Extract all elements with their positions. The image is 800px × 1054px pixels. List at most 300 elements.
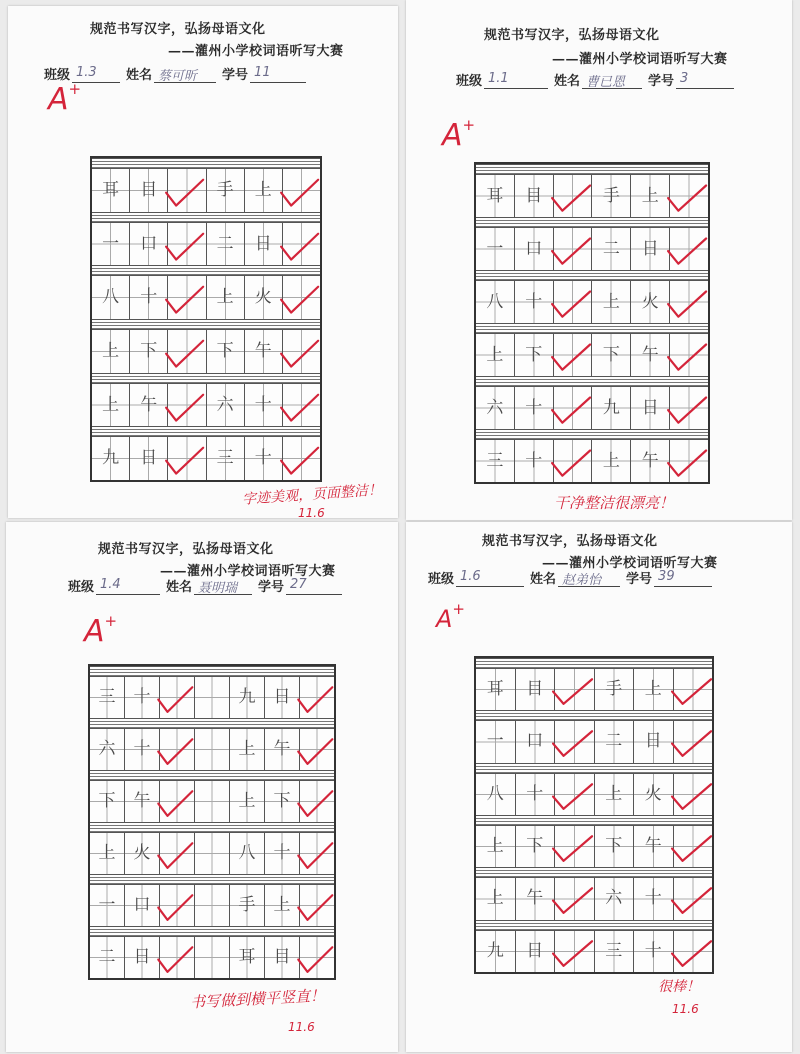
written-character: 午: [254, 340, 272, 361]
tianzige-cell: [631, 334, 670, 376]
tianzige-cell: [592, 175, 631, 217]
pinyin-lines: [476, 763, 712, 774]
written-character: 日: [133, 947, 151, 967]
check-mark-icon: [168, 330, 205, 373]
tianzige-cell: [476, 334, 515, 376]
pinyin-lines: [90, 874, 334, 885]
grid-row: [476, 774, 712, 815]
tianzige-cell: [125, 781, 160, 822]
check-mark-icon: [168, 276, 205, 319]
tianzige-cell: [516, 878, 556, 919]
written-character: 口: [526, 731, 544, 752]
sheet-title: 规范书写汉字，弘扬母语文化: [98, 542, 274, 557]
written-character: 上: [254, 179, 272, 200]
written-character: 耳: [486, 185, 504, 206]
tianzige-cell: [476, 281, 515, 323]
grid-row: [92, 437, 320, 480]
written-character: 目: [140, 179, 158, 200]
name-field: 蔡可昕: [154, 65, 216, 83]
grid-row: [476, 228, 708, 270]
tianzige-cell: [245, 223, 283, 266]
tianzige-cell: [595, 931, 635, 972]
check-mark-icon: [283, 437, 320, 480]
written-character: 三: [605, 940, 623, 961]
written-character: 一: [486, 731, 504, 752]
written-character: 午: [526, 888, 544, 909]
tianzige-cell: [515, 228, 554, 270]
written-character: 目: [525, 185, 543, 206]
sheet-subtitle: ——灌州小学校词语听写大赛: [168, 44, 344, 59]
grid-row: [90, 729, 334, 770]
tianzige-cell: [245, 276, 283, 319]
tianzige-cell: [555, 669, 595, 710]
tianzige-cell: [90, 781, 125, 822]
grade-plus: +: [452, 600, 465, 618]
number-field: 11: [250, 65, 306, 83]
check-mark-icon: [555, 669, 594, 710]
tianzige-cell: [283, 169, 320, 212]
check-mark-icon: [160, 729, 194, 770]
grade-letter: A: [84, 614, 105, 649]
tianzige-cell: [265, 885, 300, 926]
check-mark-icon: [554, 440, 592, 482]
grade-letter: A: [442, 118, 463, 153]
tianzige-cell: [160, 781, 195, 822]
tianzige-cell: [674, 774, 713, 815]
tianzige-cell: [230, 781, 265, 822]
grid-row: [92, 276, 320, 319]
tianzige-cell: [130, 223, 168, 266]
tianzige-cell: [160, 729, 195, 770]
tianzige-cell: [674, 669, 713, 710]
written-character: 下: [602, 344, 620, 365]
check-mark-icon: [283, 169, 320, 212]
tianzige-cell: [515, 440, 554, 482]
tianzige-cell: [230, 677, 265, 718]
tianzige-cell: [476, 387, 515, 429]
tianzige-cell: [283, 330, 320, 373]
written-character: 下: [140, 340, 158, 361]
check-mark-icon: [300, 781, 334, 822]
tianzige-cell: [595, 721, 635, 762]
name-field: 曹已恩: [582, 71, 642, 89]
grid-row: [476, 281, 708, 323]
pinyin-lines: [90, 822, 334, 833]
written-character: 上: [605, 783, 623, 804]
class-label: 班级: [428, 572, 455, 587]
check-mark-icon: [670, 440, 708, 482]
tianzige-cell: [300, 937, 334, 978]
class-field: 1.6: [456, 569, 524, 587]
tianzige-cell: [516, 669, 556, 710]
dictation-sheet-1-4: [6, 522, 398, 1052]
tianzige-cell: [634, 826, 674, 867]
sheet-title: 规范书写汉字，弘扬母语文化: [482, 534, 658, 549]
written-character: 九: [486, 940, 504, 961]
check-mark-icon: [555, 826, 594, 867]
tianzige-cell: [631, 440, 670, 482]
tianzige-cell: [670, 175, 708, 217]
check-mark-icon: [670, 334, 708, 376]
tianzige-cell: [265, 729, 300, 770]
teacher-comment: 字迹美观，页面整洁！: [241, 482, 383, 508]
check-mark-icon: [283, 330, 320, 373]
tianzige-cell: [634, 669, 674, 710]
writing-grid: [474, 656, 714, 974]
check-mark-icon: [283, 276, 320, 319]
tianzige-cell: [592, 281, 631, 323]
tianzige-cell: [130, 437, 168, 480]
written-character: 下: [216, 340, 234, 361]
tianzige-cell: [674, 826, 713, 867]
check-mark-icon: [160, 937, 194, 978]
written-character: 上: [273, 895, 291, 915]
written-character: 耳: [486, 679, 504, 700]
grid-row: [90, 781, 334, 822]
tianzige-cell: [125, 885, 160, 926]
written-character: 上: [238, 739, 256, 759]
pinyin-lines: [476, 323, 708, 334]
grid-row: [92, 330, 320, 373]
tianzige-cell: [516, 721, 556, 762]
tianzige-cell: [670, 440, 708, 482]
tianzige-cell: [554, 175, 593, 217]
grade-plus: +: [104, 612, 118, 630]
check-mark-icon: [555, 878, 594, 919]
class-label: 班级: [68, 580, 95, 595]
tianzige-cell: [554, 440, 593, 482]
grid-row: [92, 223, 320, 266]
check-mark-icon: [670, 228, 708, 270]
tianzige-cell: [476, 931, 516, 972]
written-character: 六: [98, 739, 116, 759]
check-mark-icon: [554, 175, 592, 217]
tianzige-cell: [92, 276, 130, 319]
written-character: 上: [486, 344, 504, 365]
written-character: 手: [602, 185, 620, 206]
tianzige-cell: [207, 384, 245, 427]
pinyin-lines: [476, 164, 708, 175]
check-mark-icon: [554, 387, 592, 429]
written-character: 下: [525, 344, 543, 365]
written-character: 十: [525, 397, 543, 418]
written-character: 八: [486, 291, 504, 312]
tianzige-cell: [230, 885, 265, 926]
written-character: 火: [644, 783, 662, 804]
tianzige-cell: [555, 774, 595, 815]
written-character: 上: [644, 679, 662, 700]
check-mark-icon: [300, 833, 334, 874]
pinyin-lines: [92, 373, 320, 384]
written-character: 日: [254, 233, 272, 254]
pinyin-lines: [92, 265, 320, 276]
sheet-title: 规范书写汉字，弘扬母语文化: [90, 22, 266, 37]
teacher-comment: 干净整洁很漂亮！: [554, 494, 675, 512]
tianzige-cell: [670, 387, 708, 429]
written-character: 十: [140, 287, 158, 308]
written-character: 日: [641, 238, 659, 259]
written-character: 上: [486, 888, 504, 909]
written-character: 耳: [238, 947, 256, 967]
tianzige-cell: [515, 281, 554, 323]
class-label: 班级: [44, 68, 71, 83]
tianzige-cell: [595, 774, 635, 815]
written-character: 手: [238, 895, 256, 915]
check-mark-icon: [555, 931, 594, 972]
grid-row: [476, 387, 708, 429]
tianzige-cell: [245, 330, 283, 373]
tianzige-cell: [595, 669, 635, 710]
grid-row: [476, 175, 708, 217]
pinyin-lines: [476, 710, 712, 721]
written-character: 午: [273, 739, 291, 759]
grade-mark: [48, 82, 81, 117]
tianzige-cell: [195, 677, 230, 718]
check-mark-icon: [674, 669, 713, 710]
writing-grid: [474, 162, 710, 484]
dictation-sheet-1-6: [406, 522, 792, 1052]
written-character: 日: [140, 448, 158, 469]
written-character: 上: [641, 185, 659, 206]
tianzige-cell: [195, 833, 230, 874]
written-character: 十: [525, 450, 543, 471]
grade-mark: [442, 118, 475, 153]
comment-date: 11.6: [298, 506, 325, 518]
tianzige-cell: [300, 885, 334, 926]
written-character: 手: [216, 179, 234, 200]
name-label: 姓名: [126, 68, 153, 83]
written-character: 下: [605, 836, 623, 857]
teacher-comment: 很棒！: [658, 979, 700, 995]
written-character: 一: [98, 895, 116, 915]
tianzige-cell: [516, 774, 556, 815]
pinyin-lines: [476, 658, 712, 669]
name-label: 姓名: [166, 580, 193, 595]
tianzige-cell: [92, 330, 130, 373]
tianzige-cell: [476, 826, 516, 867]
tianzige-cell: [555, 878, 595, 919]
pinyin-lines: [476, 429, 708, 440]
written-character: 口: [525, 238, 543, 259]
pinyin-lines: [92, 158, 320, 169]
written-character: 火: [641, 291, 659, 312]
tianzige-cell: [130, 384, 168, 427]
tianzige-cell: [168, 169, 206, 212]
written-character: 一: [486, 238, 504, 259]
check-mark-icon: [670, 281, 708, 323]
writing-grid: [88, 664, 336, 980]
check-mark-icon: [300, 677, 334, 718]
dictation-sheet-1-3: [8, 6, 398, 518]
tianzige-cell: [476, 721, 516, 762]
written-character: 上: [238, 791, 256, 811]
tianzige-cell: [631, 387, 670, 429]
written-character: 上: [98, 843, 116, 863]
tianzige-cell: [265, 677, 300, 718]
number-field: 39: [654, 569, 712, 587]
tianzige-cell: [670, 228, 708, 270]
written-character: 十: [133, 687, 151, 707]
grade-letter: A: [48, 82, 69, 117]
written-character: 八: [486, 783, 504, 804]
check-mark-icon: [160, 885, 194, 926]
written-character: 日: [641, 397, 659, 418]
number-label: 学号: [222, 68, 249, 83]
dictation-sheet-1-1: [406, 0, 792, 520]
name-field: 赵弟怡: [558, 569, 620, 587]
tianzige-cell: [634, 878, 674, 919]
tianzige-cell: [592, 334, 631, 376]
tianzige-cell: [265, 937, 300, 978]
tianzige-cell: [160, 833, 195, 874]
pinyin-lines: [92, 319, 320, 330]
check-mark-icon: [168, 223, 205, 266]
grid-row: [476, 878, 712, 919]
tianzige-cell: [283, 223, 320, 266]
written-character: 二: [98, 947, 116, 967]
tianzige-cell: [90, 833, 125, 874]
tianzige-cell: [168, 223, 206, 266]
pinyin-lines: [476, 270, 708, 281]
pinyin-lines: [476, 815, 712, 826]
check-mark-icon: [674, 774, 713, 815]
number-field: 27: [286, 577, 342, 595]
tianzige-cell: [476, 228, 515, 270]
written-character: 目: [526, 679, 544, 700]
number-label: 学号: [648, 74, 675, 89]
student-info-row: [428, 568, 718, 587]
written-character: 三: [98, 687, 116, 707]
grade-mark: [436, 600, 465, 633]
written-character: 下: [273, 791, 291, 811]
grid-row: [476, 721, 712, 762]
pinyin-lines: [90, 666, 334, 677]
written-character: 上: [486, 836, 504, 857]
written-character: 三: [216, 448, 234, 469]
teacher-comment: 书写做到横平竖直！: [189, 986, 326, 1012]
check-mark-icon: [168, 169, 205, 212]
written-character: 十: [525, 291, 543, 312]
tianzige-cell: [160, 677, 195, 718]
tianzige-cell: [92, 169, 130, 212]
tianzige-cell: [168, 437, 206, 480]
tianzige-cell: [90, 729, 125, 770]
tianzige-cell: [230, 937, 265, 978]
check-mark-icon: [168, 384, 205, 427]
tianzige-cell: [168, 330, 206, 373]
tianzige-cell: [555, 721, 595, 762]
check-mark-icon: [160, 781, 194, 822]
written-character: 六: [486, 397, 504, 418]
tianzige-cell: [168, 384, 206, 427]
tianzige-cell: [634, 721, 674, 762]
grid-row: [476, 931, 712, 972]
written-character: 午: [140, 394, 158, 415]
tianzige-cell: [595, 826, 635, 867]
written-character: 目: [273, 947, 291, 967]
written-character: 火: [254, 287, 272, 308]
tianzige-cell: [515, 175, 554, 217]
written-character: 上: [102, 394, 120, 415]
grade-plus: +: [462, 116, 476, 134]
written-character: 十: [273, 843, 291, 863]
comment-date: 11.6: [288, 1020, 315, 1034]
grid-row: [476, 334, 708, 376]
tianzige-cell: [230, 833, 265, 874]
grade-plus: +: [68, 80, 82, 98]
tianzige-cell: [674, 721, 713, 762]
written-character: 耳: [102, 179, 120, 200]
tianzige-cell: [265, 781, 300, 822]
tianzige-cell: [634, 774, 674, 815]
tianzige-cell: [195, 885, 230, 926]
written-character: 日: [644, 731, 662, 752]
pinyin-lines: [92, 426, 320, 437]
number-label: 学号: [258, 580, 285, 595]
written-character: 十: [254, 448, 272, 469]
written-character: 午: [133, 791, 151, 811]
sheet-subtitle: ——灌州小学校词语听写大赛: [542, 556, 718, 571]
grid-row: [476, 669, 712, 710]
tianzige-cell: [554, 334, 593, 376]
tianzige-cell: [515, 387, 554, 429]
grade-mark: [84, 614, 117, 649]
grid-row: [90, 677, 334, 718]
tianzige-cell: [92, 223, 130, 266]
grid-row: [90, 885, 334, 926]
tianzige-cell: [674, 878, 713, 919]
check-mark-icon: [670, 175, 708, 217]
tianzige-cell: [283, 276, 320, 319]
tianzige-cell: [476, 440, 515, 482]
tianzige-cell: [207, 223, 245, 266]
check-mark-icon: [674, 931, 713, 972]
tianzige-cell: [554, 228, 593, 270]
tianzige-cell: [130, 169, 168, 212]
written-character: 口: [140, 233, 158, 254]
tianzige-cell: [130, 330, 168, 373]
written-character: 六: [605, 888, 623, 909]
check-mark-icon: [555, 721, 594, 762]
written-character: 一: [102, 233, 120, 254]
tianzige-cell: [125, 833, 160, 874]
pinyin-lines: [90, 770, 334, 781]
pinyin-lines: [476, 217, 708, 228]
check-mark-icon: [670, 387, 708, 429]
grid-row: [476, 440, 708, 482]
check-mark-icon: [674, 826, 713, 867]
check-mark-icon: [674, 721, 713, 762]
check-mark-icon: [300, 937, 334, 978]
tianzige-cell: [300, 781, 334, 822]
tianzige-cell: [160, 885, 195, 926]
written-character: 午: [641, 450, 659, 471]
written-character: 手: [605, 679, 623, 700]
tianzige-cell: [300, 729, 334, 770]
grid-row: [92, 169, 320, 212]
tianzige-cell: [168, 276, 206, 319]
written-character: 十: [254, 394, 272, 415]
name-label: 姓名: [554, 74, 581, 89]
tianzige-cell: [130, 276, 168, 319]
tianzige-cell: [670, 334, 708, 376]
pinyin-lines: [90, 926, 334, 937]
tianzige-cell: [631, 175, 670, 217]
comment-date: 11.6: [672, 1002, 699, 1016]
check-mark-icon: [554, 281, 592, 323]
check-mark-icon: [555, 774, 594, 815]
written-character: 上: [216, 287, 234, 308]
